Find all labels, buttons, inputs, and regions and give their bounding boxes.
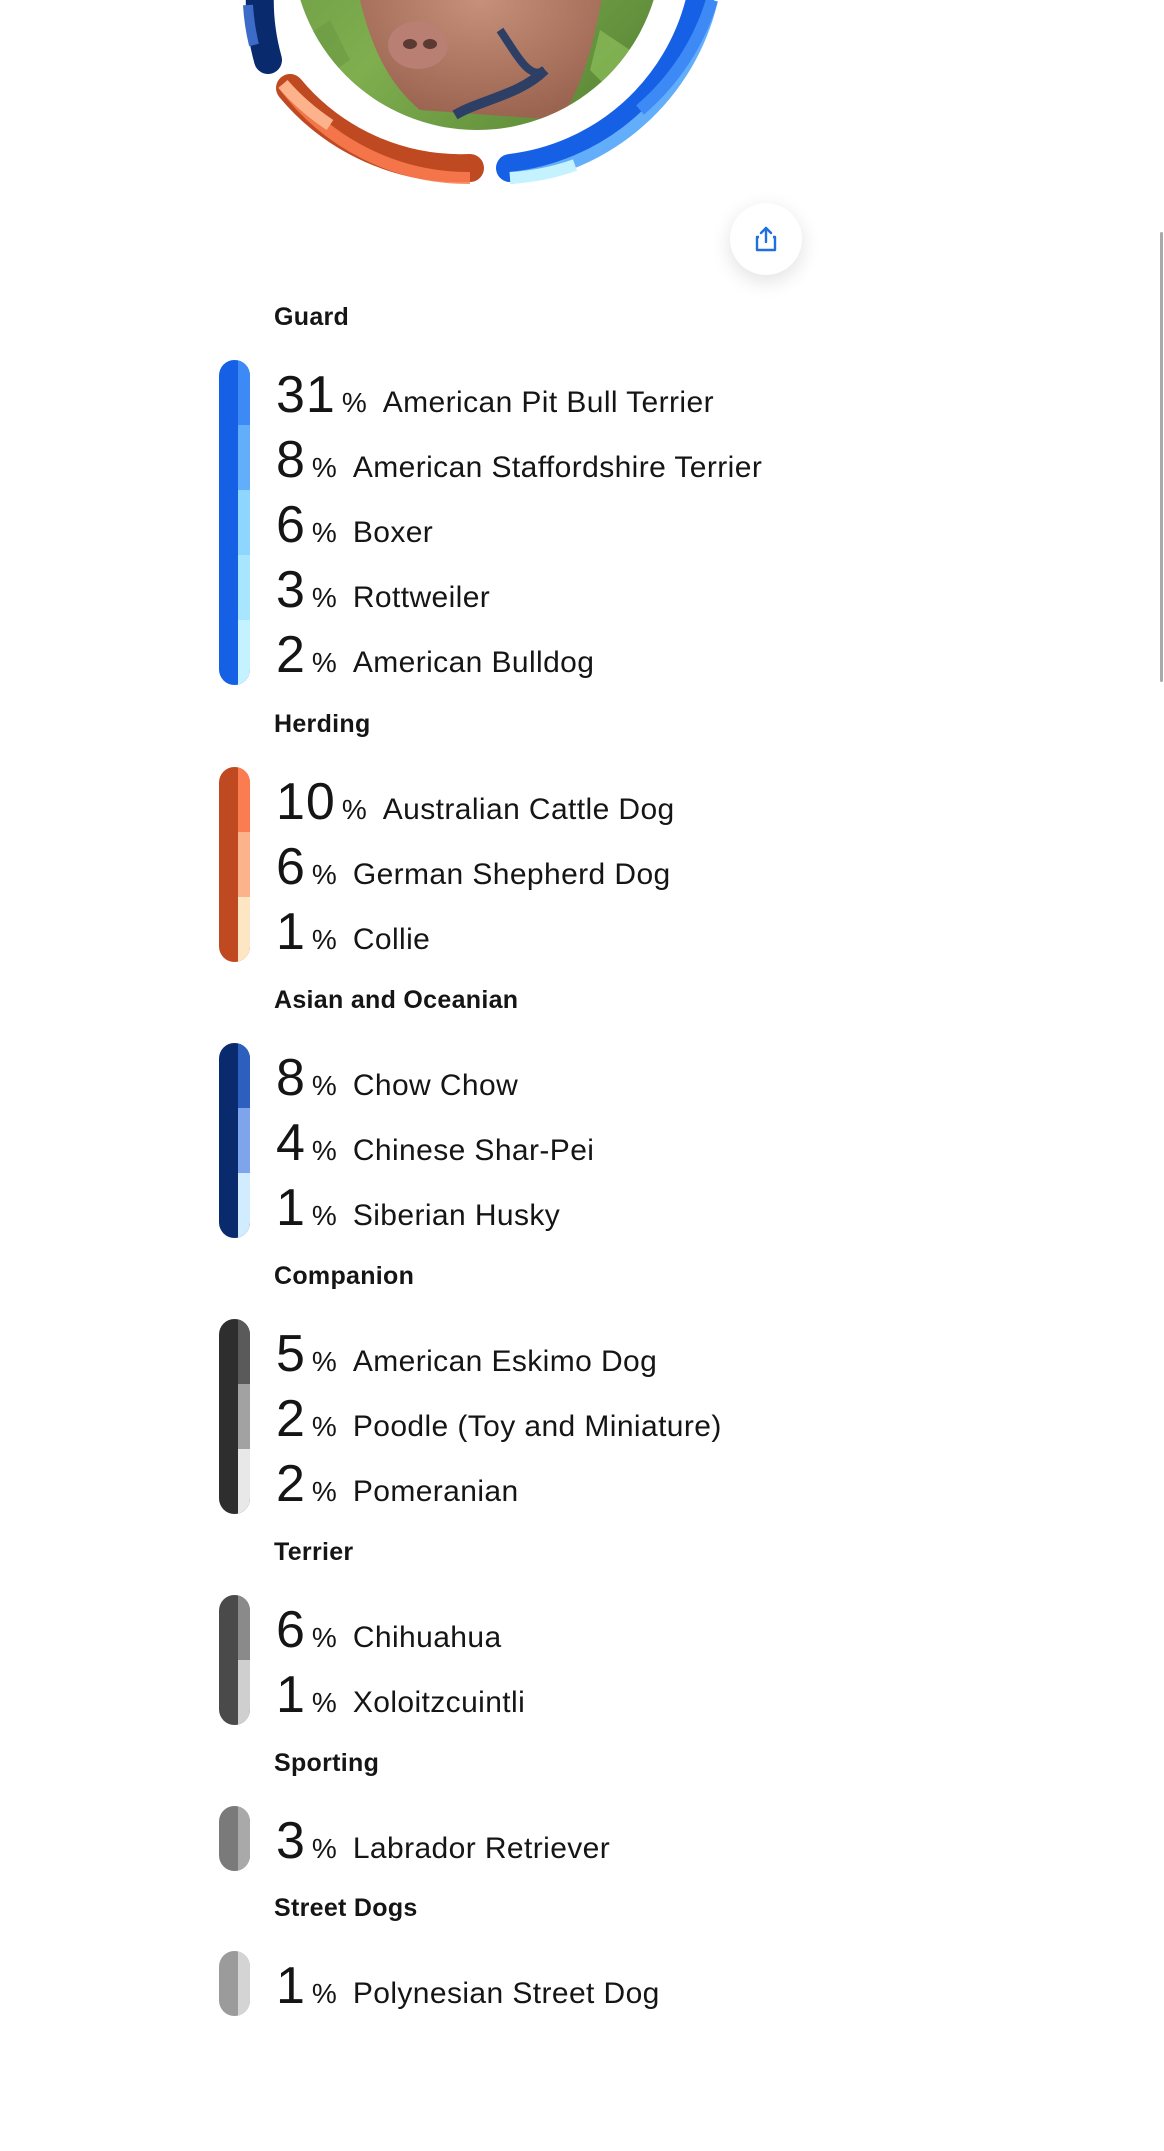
breed-name: American Pit Bull Terrier	[382, 386, 714, 419]
breed-row[interactable]	[276, 365, 714, 425]
breed-percent: 5	[276, 1325, 306, 1383]
breed-percent: 4	[276, 1114, 306, 1172]
breed-row[interactable]	[276, 625, 594, 685]
group-color-bar	[219, 1595, 250, 1725]
breed-percent: 3	[276, 561, 306, 619]
breed-percent: 3	[276, 1812, 306, 1870]
group-color-bar	[219, 1043, 250, 1238]
breed-row[interactable]	[276, 1048, 518, 1108]
scrollbar[interactable]	[1160, 232, 1163, 682]
breed-name: American Eskimo Dog	[352, 1345, 658, 1378]
percent-sign: %	[341, 794, 367, 825]
breed-row[interactable]	[276, 560, 490, 620]
group-color-bar	[219, 360, 250, 685]
breed-percent: 1	[276, 903, 306, 961]
group-color-bar	[219, 1319, 250, 1514]
breed-name: American Staffordshire Terrier	[352, 451, 763, 484]
breed-percent: 2	[276, 1390, 306, 1448]
breed-percent: 1	[276, 1957, 306, 2015]
percent-sign: %	[311, 1411, 337, 1442]
group-title: Asian and Oceanian	[274, 986, 519, 1014]
breed-percent: 6	[276, 1601, 306, 1659]
breed-name: Xoloitzcuintli	[352, 1686, 526, 1719]
share-icon	[752, 225, 780, 253]
group-color-bar	[219, 1951, 250, 2016]
percent-sign: %	[311, 1978, 337, 2009]
percent-sign: %	[341, 387, 367, 418]
breed-row[interactable]	[276, 1956, 660, 2016]
breed-name: Australian Cattle Dog	[382, 793, 675, 826]
breed-percent: 10	[276, 773, 336, 831]
breed-row[interactable]	[276, 1113, 594, 1173]
percent-sign: %	[311, 582, 337, 613]
percent-sign: %	[311, 1135, 337, 1166]
percent-sign: %	[311, 1833, 337, 1864]
breed-name: Siberian Husky	[352, 1199, 561, 1232]
breed-name: Boxer	[352, 516, 434, 549]
breed-name: Labrador Retriever	[352, 1832, 611, 1865]
percent-sign: %	[311, 1687, 337, 1718]
breed-name: German Shepherd Dog	[352, 858, 671, 891]
breakdown-ring	[0, 0, 1164, 210]
percent-sign: %	[311, 1070, 337, 1101]
breed-percent: 2	[276, 626, 306, 684]
breed-row[interactable]	[276, 1600, 502, 1660]
breed-name: Chinese Shar-Pei	[352, 1134, 595, 1167]
breed-row[interactable]	[276, 1665, 525, 1725]
breed-row[interactable]	[276, 837, 671, 897]
breed-row[interactable]	[276, 430, 762, 490]
breed-name: Polynesian Street Dog	[352, 1977, 660, 2010]
breed-name: Chihuahua	[352, 1621, 502, 1654]
breed-row[interactable]	[276, 1324, 657, 1384]
breed-name: Poodle (Toy and Miniature)	[352, 1410, 722, 1443]
group-title: Street Dogs	[274, 1894, 418, 1922]
group-title: Guard	[274, 303, 350, 331]
percent-sign: %	[311, 1200, 337, 1231]
group-color-bar	[219, 1806, 250, 1871]
breed-name: Rottweiler	[352, 581, 491, 614]
group-title: Herding	[274, 710, 371, 738]
breed-row[interactable]	[276, 902, 430, 962]
percent-sign: %	[311, 1346, 337, 1377]
breed-percent: 6	[276, 496, 306, 554]
percent-sign: %	[311, 647, 337, 678]
breed-percent: 31	[276, 366, 336, 424]
breed-percent: 2	[276, 1455, 306, 1513]
percent-sign: %	[311, 452, 337, 483]
breed-percent: 1	[276, 1666, 306, 1724]
ancestry-donut-chart	[0, 0, 1164, 210]
breed-percent: 8	[276, 431, 306, 489]
percent-sign: %	[311, 517, 337, 548]
percent-sign: %	[311, 1622, 337, 1653]
breed-row[interactable]	[276, 495, 433, 555]
breed-row[interactable]	[276, 1178, 560, 1238]
group-color-bar	[219, 767, 250, 962]
breed-percent: 6	[276, 838, 306, 896]
group-title: Sporting	[274, 1749, 380, 1777]
breed-name: Chow Chow	[352, 1069, 519, 1102]
breed-percent: 8	[276, 1049, 306, 1107]
breed-percent: 1	[276, 1179, 306, 1237]
percent-sign: %	[311, 924, 337, 955]
percent-sign: %	[311, 859, 337, 890]
breed-row[interactable]	[276, 772, 675, 832]
breed-row[interactable]	[276, 1811, 610, 1871]
breed-name: Pomeranian	[352, 1475, 519, 1508]
breed-name: Collie	[352, 923, 431, 956]
group-title: Terrier	[274, 1538, 354, 1566]
breed-row[interactable]	[276, 1454, 519, 1514]
group-title: Companion	[274, 1262, 415, 1290]
breed-row[interactable]	[276, 1389, 722, 1449]
breed-name: American Bulldog	[352, 646, 595, 679]
share-button[interactable]	[730, 203, 802, 275]
percent-sign: %	[311, 1476, 337, 1507]
